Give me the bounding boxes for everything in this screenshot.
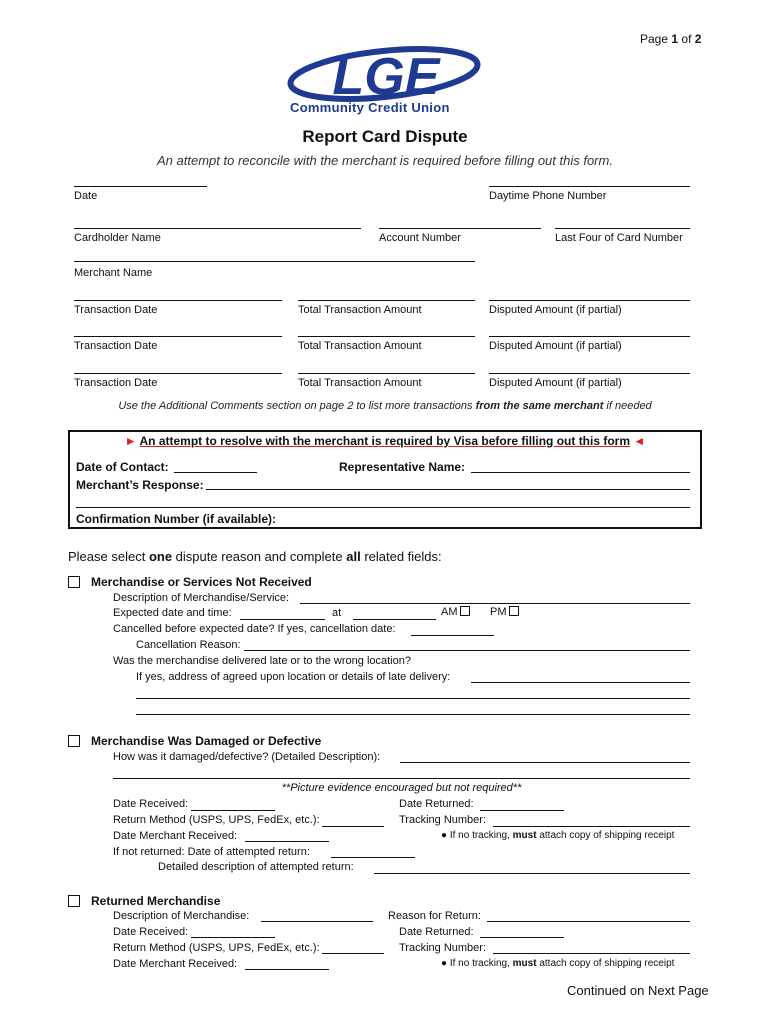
s2-detailed-attempt-label: Detailed description of attempted return: bbox=[158, 861, 354, 873]
cardholder-name-label: Cardholder Name bbox=[74, 232, 161, 244]
date-label: Date bbox=[74, 190, 98, 202]
s2-picture-note: **Picture evidence encouraged but not required** bbox=[281, 782, 522, 794]
representative-name-label: Representative Name: bbox=[339, 460, 466, 474]
s2-how-label: How was it damaged/defective? (Detailed Description): bbox=[113, 751, 381, 763]
s1-expected-date-field[interactable] bbox=[240, 619, 325, 620]
merchant-response-field[interactable] bbox=[206, 489, 690, 490]
disputed-amount-field[interactable] bbox=[489, 336, 690, 337]
merchant-response-field-2[interactable] bbox=[76, 507, 690, 508]
s1-details-field[interactable] bbox=[471, 682, 690, 683]
date-of-contact-field[interactable] bbox=[174, 472, 257, 473]
s3-no-tracking-note: ● If no tracking, must attach copy of shipping receipt bbox=[441, 958, 675, 969]
s2-no-tracking-note: ● If no tracking, must attach copy of shipping receipt bbox=[441, 830, 675, 841]
s1-expected-label: Expected date and time: bbox=[113, 607, 232, 619]
s3-date-received-field[interactable] bbox=[191, 937, 275, 938]
merchant-response-label: Merchant’s Response: bbox=[76, 478, 204, 492]
merchant-name-label: Merchant Name bbox=[74, 267, 153, 279]
s1-details-field-3[interactable] bbox=[136, 714, 690, 715]
logo-subtitle: Community Credit Union bbox=[290, 100, 450, 115]
section3-checkbox[interactable] bbox=[68, 895, 80, 907]
s1-am-option[interactable]: AM bbox=[441, 606, 470, 618]
s2-merchant-received-label: Date Merchant Received: bbox=[113, 830, 238, 842]
s1-description-label: Description of Merchandise/Service: bbox=[113, 592, 290, 604]
confirmation-number-label: Confirmation Number (if available): bbox=[76, 512, 277, 526]
s2-date-returned-label: Date Returned: bbox=[399, 798, 474, 810]
s3-date-received-label: Date Received: bbox=[113, 926, 189, 938]
s3-date-returned-field[interactable] bbox=[480, 937, 564, 938]
s2-date-received-label: Date Received: bbox=[113, 798, 189, 810]
s1-expected-time-field[interactable] bbox=[353, 619, 436, 620]
s1-at-label: at bbox=[332, 607, 342, 619]
page-subtitle: An attempt to reconcile with the merchant is required before filling out this form. bbox=[157, 153, 613, 168]
s2-how-field-2[interactable] bbox=[113, 778, 690, 779]
total-amount-field[interactable] bbox=[298, 336, 475, 337]
continued-footer: Continued on Next Page bbox=[567, 983, 709, 998]
merchant-name-field[interactable] bbox=[74, 261, 475, 262]
right-arrow-icon: ► bbox=[124, 434, 137, 448]
instructions: Please select one dispute reason and complete all related fields: bbox=[68, 549, 442, 564]
visa-banner: ► An attempt to resolve with the merchant is required by Visa before filling out this form ◄ bbox=[124, 434, 646, 448]
transaction-date-label: Transaction Date bbox=[74, 377, 158, 389]
s2-return-method-label: Return Method (USPS, UPS, FedEx, etc.): bbox=[113, 814, 320, 826]
transaction-date-field[interactable] bbox=[74, 300, 282, 301]
s2-tracking-field[interactable] bbox=[493, 826, 690, 827]
s3-tracking-field[interactable] bbox=[493, 953, 690, 954]
s3-reason-label: Reason for Return: bbox=[388, 910, 481, 922]
additional-transactions-note: Use the Additional Comments section on page 2 to list more transactions from the same merchant if needed bbox=[118, 400, 652, 412]
s3-return-method-label: Return Method (USPS, UPS, FedEx, etc.): bbox=[113, 942, 320, 954]
section1-checkbox[interactable] bbox=[68, 576, 80, 588]
s3-reason-field[interactable] bbox=[487, 921, 690, 922]
logo-swoosh-icon bbox=[286, 44, 486, 104]
date-field[interactable] bbox=[74, 186, 207, 187]
section2-checkbox[interactable] bbox=[68, 735, 80, 747]
s1-if-yes-label: If yes, address of agreed upon location or details of late delivery: bbox=[136, 671, 451, 683]
s1-cancelled-label: Cancelled before expected date? If yes, cancellation date: bbox=[113, 623, 396, 635]
total-amount-field[interactable] bbox=[298, 300, 475, 301]
last-four-field[interactable] bbox=[555, 228, 690, 229]
s2-how-field[interactable] bbox=[400, 762, 690, 763]
s2-date-received-field[interactable] bbox=[191, 810, 275, 811]
s3-description-field[interactable] bbox=[261, 921, 373, 922]
s1-cancel-reason-field[interactable] bbox=[244, 650, 690, 651]
s2-merchant-received-field[interactable] bbox=[245, 841, 329, 842]
section3-title: Returned Merchandise bbox=[91, 894, 221, 908]
daytime-phone-field[interactable] bbox=[489, 186, 690, 187]
s2-not-returned-label: If not returned: Date of attempted return: bbox=[113, 846, 310, 858]
account-number-field[interactable] bbox=[379, 228, 541, 229]
s1-late-wrong-label: Was the merchandise delivered late or to the wrong location? bbox=[113, 655, 411, 667]
cardholder-name-field[interactable] bbox=[74, 228, 361, 229]
total-amount-field[interactable] bbox=[298, 373, 475, 374]
date-of-contact-label: Date of Contact: bbox=[76, 460, 169, 474]
s2-date-returned-field[interactable] bbox=[480, 810, 564, 811]
representative-name-field[interactable] bbox=[471, 472, 690, 473]
page-number: Page 1 of 2 bbox=[640, 32, 702, 46]
s3-tracking-label: Tracking Number: bbox=[399, 942, 487, 954]
daytime-phone-label: Daytime Phone Number bbox=[489, 190, 607, 202]
transaction-date-label: Transaction Date bbox=[74, 340, 158, 352]
s2-attempt-date-field[interactable] bbox=[331, 857, 415, 858]
s3-merchant-received-field[interactable] bbox=[245, 969, 329, 970]
transaction-date-label: Transaction Date bbox=[74, 304, 158, 316]
am-checkbox[interactable] bbox=[460, 606, 470, 616]
transaction-date-field[interactable] bbox=[74, 373, 282, 374]
disputed-amount-field[interactable] bbox=[489, 300, 690, 301]
left-arrow-icon: ◄ bbox=[633, 434, 646, 448]
section2-title: Merchandise Was Damaged or Defective bbox=[91, 734, 322, 748]
s1-cancel-reason-label: Cancellation Reason: bbox=[136, 639, 241, 651]
section1-title: Merchandise or Services Not Received bbox=[91, 575, 312, 589]
total-amount-label: Total Transaction Amount bbox=[298, 304, 422, 316]
s3-merchant-received-label: Date Merchant Received: bbox=[113, 958, 238, 970]
bullet-icon: ● bbox=[441, 958, 448, 969]
bullet-icon: ● bbox=[441, 830, 448, 841]
disputed-amount-label: Disputed Amount (if partial) bbox=[489, 304, 622, 316]
s2-detailed-attempt-field[interactable] bbox=[374, 873, 690, 874]
transaction-date-field[interactable] bbox=[74, 336, 282, 337]
s3-date-returned-label: Date Returned: bbox=[399, 926, 474, 938]
s2-return-method-field[interactable] bbox=[322, 826, 384, 827]
s1-cancellation-date-field[interactable] bbox=[411, 635, 494, 636]
pm-checkbox[interactable] bbox=[509, 606, 519, 616]
last-four-label: Last Four of Card Number bbox=[555, 232, 683, 244]
disputed-amount-label: Disputed Amount (if partial) bbox=[489, 377, 622, 389]
page-title: Report Card Dispute bbox=[302, 127, 468, 146]
s1-details-field-2[interactable] bbox=[136, 698, 690, 699]
s1-description-field[interactable] bbox=[300, 603, 690, 604]
account-number-label: Account Number bbox=[379, 232, 461, 244]
disputed-amount-field[interactable] bbox=[489, 373, 690, 374]
s1-pm-option[interactable]: PM bbox=[490, 606, 519, 618]
lge-logo bbox=[286, 44, 486, 120]
total-amount-label: Total Transaction Amount bbox=[298, 377, 422, 389]
svg-text:LGE: LGE bbox=[332, 48, 440, 104]
total-amount-label: Total Transaction Amount bbox=[298, 340, 422, 352]
s3-description-label: Description of Merchandise: bbox=[113, 910, 250, 922]
s2-tracking-label: Tracking Number: bbox=[399, 814, 487, 826]
s3-return-method-field[interactable] bbox=[322, 953, 384, 954]
disputed-amount-label: Disputed Amount (if partial) bbox=[489, 340, 622, 352]
